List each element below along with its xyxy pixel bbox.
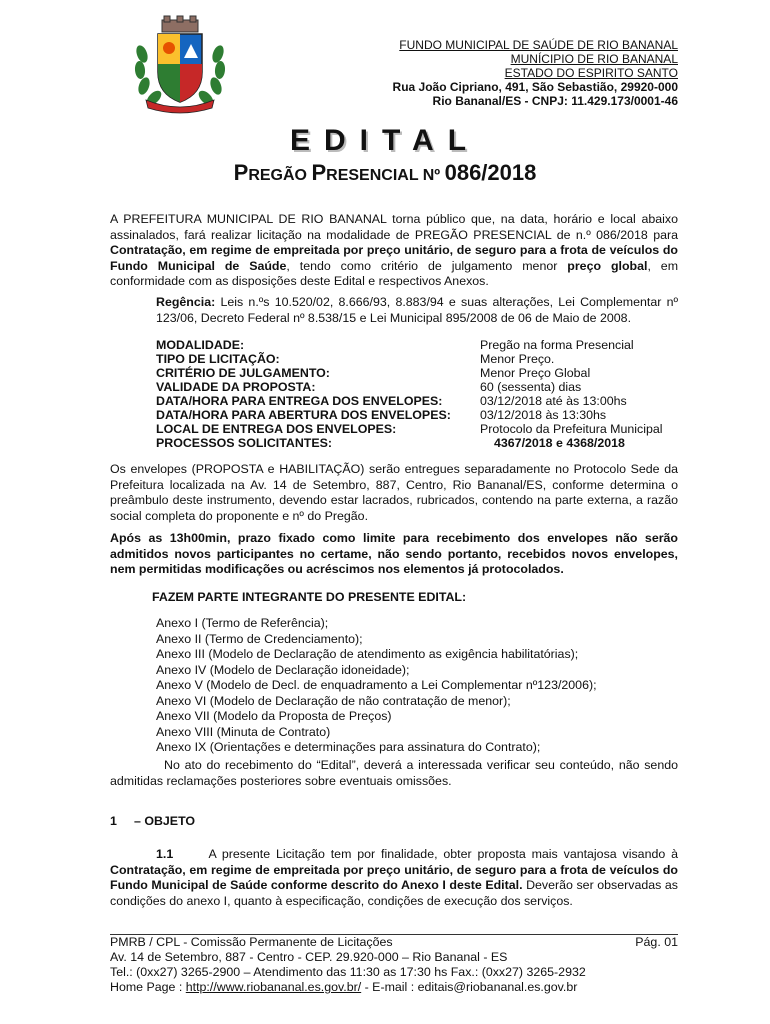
section-1-1-text-1: A presente Licitação tem por finalidade, obter proposta mais vantajosa visando à: [208, 847, 678, 861]
org-header: [393, 38, 678, 108]
annex-list: [156, 616, 676, 756]
footer-web-line: [110, 980, 678, 995]
annex-item: Anexo IV (Modelo de Declaração idoneidade);: [156, 662, 410, 677]
receipt-paragraph: No ato do recebimento do “Edital”, deverá a interessada verificar seu conteúdo, não sendo admitidas reclamações posteriores sobre eventuais omissões.: [110, 758, 678, 788]
section-1-title: – OBJETO: [134, 814, 196, 828]
detail-label: DATA/HORA PARA ABERTURA DOS ENVELOPES:: [156, 408, 451, 422]
annex-item: Anexo VII (Modelo da Proposta de Preços): [156, 709, 392, 723]
detail-value: 03/12/2018 às 13:30hs: [480, 408, 607, 422]
detail-row: [156, 408, 676, 422]
intro-text-2: , tendo como critério de julgamento menor: [286, 258, 568, 273]
footer-phones: Tel.: (0xx27) 3265-2900 – Atendimento das 11:30 as 17:30 hs Fax.: (0xx27) 3265-2932: [110, 965, 586, 979]
regencia-text: Leis n.ºs 10.520/02, 8.666/93, 8.883/94 e suas alterações, Lei Complementar nº 123/06, Decreto Federal nº 8.538/15 e Lei Municipal 895/2008 de 06 de Maio de 2008.: [156, 295, 678, 325]
document-subtitle: [0, 160, 770, 186]
subtitle-initial-1: P: [233, 160, 249, 185]
annex-item: Anexo V (Modelo de Decl. de enquadramento a Lei Complementar nº123/2006);: [156, 678, 597, 692]
section-1-1-number: 1.1: [156, 847, 174, 861]
header-line-fund: FUNDO MUNICIPAL DE SAÚDE DE RIO BANANAL: [399, 38, 678, 52]
envelopes-paragraph: Os envelopes (PROPOSTA e HABILITAÇÃO) serão entregues separadamente no Protocolo Sede da Prefeitura localizada na Av. 14 de Setembro, 887, Centro, Rio Bananal/ES, conforme determina o preâmbulo deste instrumento, devendo estar lacrados, rubricados, contendo na parte externa, a razão social completa do proponente e nº do Pregão.: [110, 462, 678, 523]
detail-row: [156, 422, 676, 436]
detail-row: [156, 380, 676, 394]
footer-org: PMRB / CPL - Comissão Permanente de Licitações: [110, 935, 393, 949]
detail-label: MODALIDADE:: [156, 338, 245, 352]
intro-object: Contratação, em regime de empreitada por preço unitário, de seguro para a frota de veículos do Fundo Municipal de Saúde: [110, 243, 678, 273]
detail-value: 03/12/2018 até às 13:00hs: [480, 394, 627, 408]
footer: [110, 935, 678, 995]
annex-item: Anexo II (Termo de Credenciamento);: [156, 631, 363, 646]
section-1-1-object: Contratação, em regime de empreitada por preço unitário, de seguro para a frota de veículos do Fundo Municipal de Saúde conforme descrito do Anexo I deste Edital.: [110, 862, 678, 892]
intro-text-3: , em conformidade com as disposições deste Edital e respectivos Anexos.: [110, 258, 679, 288]
intro-paragraph: [110, 212, 678, 290]
detail-row: [156, 338, 676, 352]
header-address: Rua João Cipriano, 491, São Sebastião, 29920-000: [392, 80, 678, 94]
intro-text-1: A PREFEITURA MUNICIPAL DE RIO BANANAL torna público que, na data, horário e local abaixo assinalados, fará realizar licitação na modalidade de PREGÃO PRESENCIAL de n.º 086/2018 para: [110, 212, 678, 242]
header-line-municipality: MUNÍCIPIO DE RIO BANANAL: [510, 52, 678, 66]
subtitle-number: 086/2018: [444, 160, 537, 185]
annex-item: Anexo IX (Orientações e determinações para assinatura do Contrato);: [156, 740, 541, 754]
detail-row: [156, 366, 676, 380]
header-line-state: ESTADO DO ESPIRITO SANTO: [504, 66, 678, 80]
intro-criterion: preço global: [567, 258, 648, 273]
annex-item: Anexo VIII (Minuta de Contrato): [156, 724, 331, 739]
page-number: Pág. 01: [635, 935, 678, 949]
detail-label: LOCAL DE ENTREGA DOS ENVELOPES:: [156, 422, 397, 436]
home-page-link[interactable]: http://www.riobananal.es.gov.br/: [185, 980, 362, 994]
document-title: EDITAL: [289, 124, 481, 157]
detail-value: Protocolo da Prefeitura Municipal: [480, 422, 663, 436]
header-cnpj: Rio Bananal/ES - CNPJ: 11.429.173/0001-46: [432, 94, 678, 108]
footer-email: - E-mail : editais@riobananal.es.gov.br: [361, 980, 578, 994]
footer-home-label: Home Page :: [110, 980, 186, 994]
section-1-1-text-2: Deverão ser observadas as condições do anexo I, quanto à especificação, condições de execução dos serviços.: [110, 878, 678, 908]
detail-value: 60 (sessenta) dias: [480, 380, 582, 394]
regencia-label: Regência:: [156, 295, 216, 309]
detail-row: [156, 394, 676, 408]
detail-label: VALIDADE DA PROPOSTA:: [156, 380, 316, 394]
footer-address: Av. 14 de Setembro, 887 - Centro - CEP. 29.920-000 – Rio Bananal - ES: [110, 950, 508, 964]
subtitle-word-1: REGÃO: [248, 167, 312, 184]
annex-heading: FAZEM PARTE INTEGRANTE DO PRESENTE EDITAL:: [152, 590, 467, 604]
annex-item: Anexo III (Modelo de Declaração de atendimento as exigência habilitatórias);: [156, 647, 579, 661]
detail-row: [156, 352, 676, 366]
detail-row: [156, 436, 676, 450]
annex-item: Anexo I (Termo de Referência);: [156, 616, 329, 630]
footer-org-line: [110, 935, 678, 950]
municipal-coat-of-arms: [128, 14, 232, 114]
detail-label: TIPO DE LICITAÇÃO:: [156, 352, 280, 366]
subtitle-word-2: RESENCIAL Nº: [326, 167, 445, 184]
section-1-1-paragraph: [110, 847, 678, 909]
regencia-paragraph: [156, 295, 678, 326]
section-1-number: 1: [110, 814, 117, 828]
detail-value: Menor Preço Global: [480, 366, 591, 380]
subtitle-initial-2: P: [311, 160, 327, 185]
detail-value: Pregão na forma Presencial: [480, 338, 634, 352]
detail-value: Menor Preço.: [480, 352, 555, 366]
detail-label: DATA/HORA PARA ENTREGA DOS ENVELOPES:: [156, 394, 443, 408]
deadline-paragraph: Após as 13h00min, prazo fixado como limite para recebimento dos envelopes não serão admitidos novos participantes no certame, não sendo portanto, recebidos novos envelopes, nem permitidas modificações ou acréscimos nos elementos já protocolados.: [110, 531, 678, 576]
detail-label: PROCESSOS SOLICITANTES:: [156, 436, 333, 450]
detail-label: CRITÉRIO DE JULGAMENTO:: [156, 366, 330, 380]
detail-value: 4367/2018 e 4368/2018: [494, 436, 625, 450]
annex-item: Anexo VI (Modelo de Declaração de não contratação de menor);: [156, 693, 511, 708]
